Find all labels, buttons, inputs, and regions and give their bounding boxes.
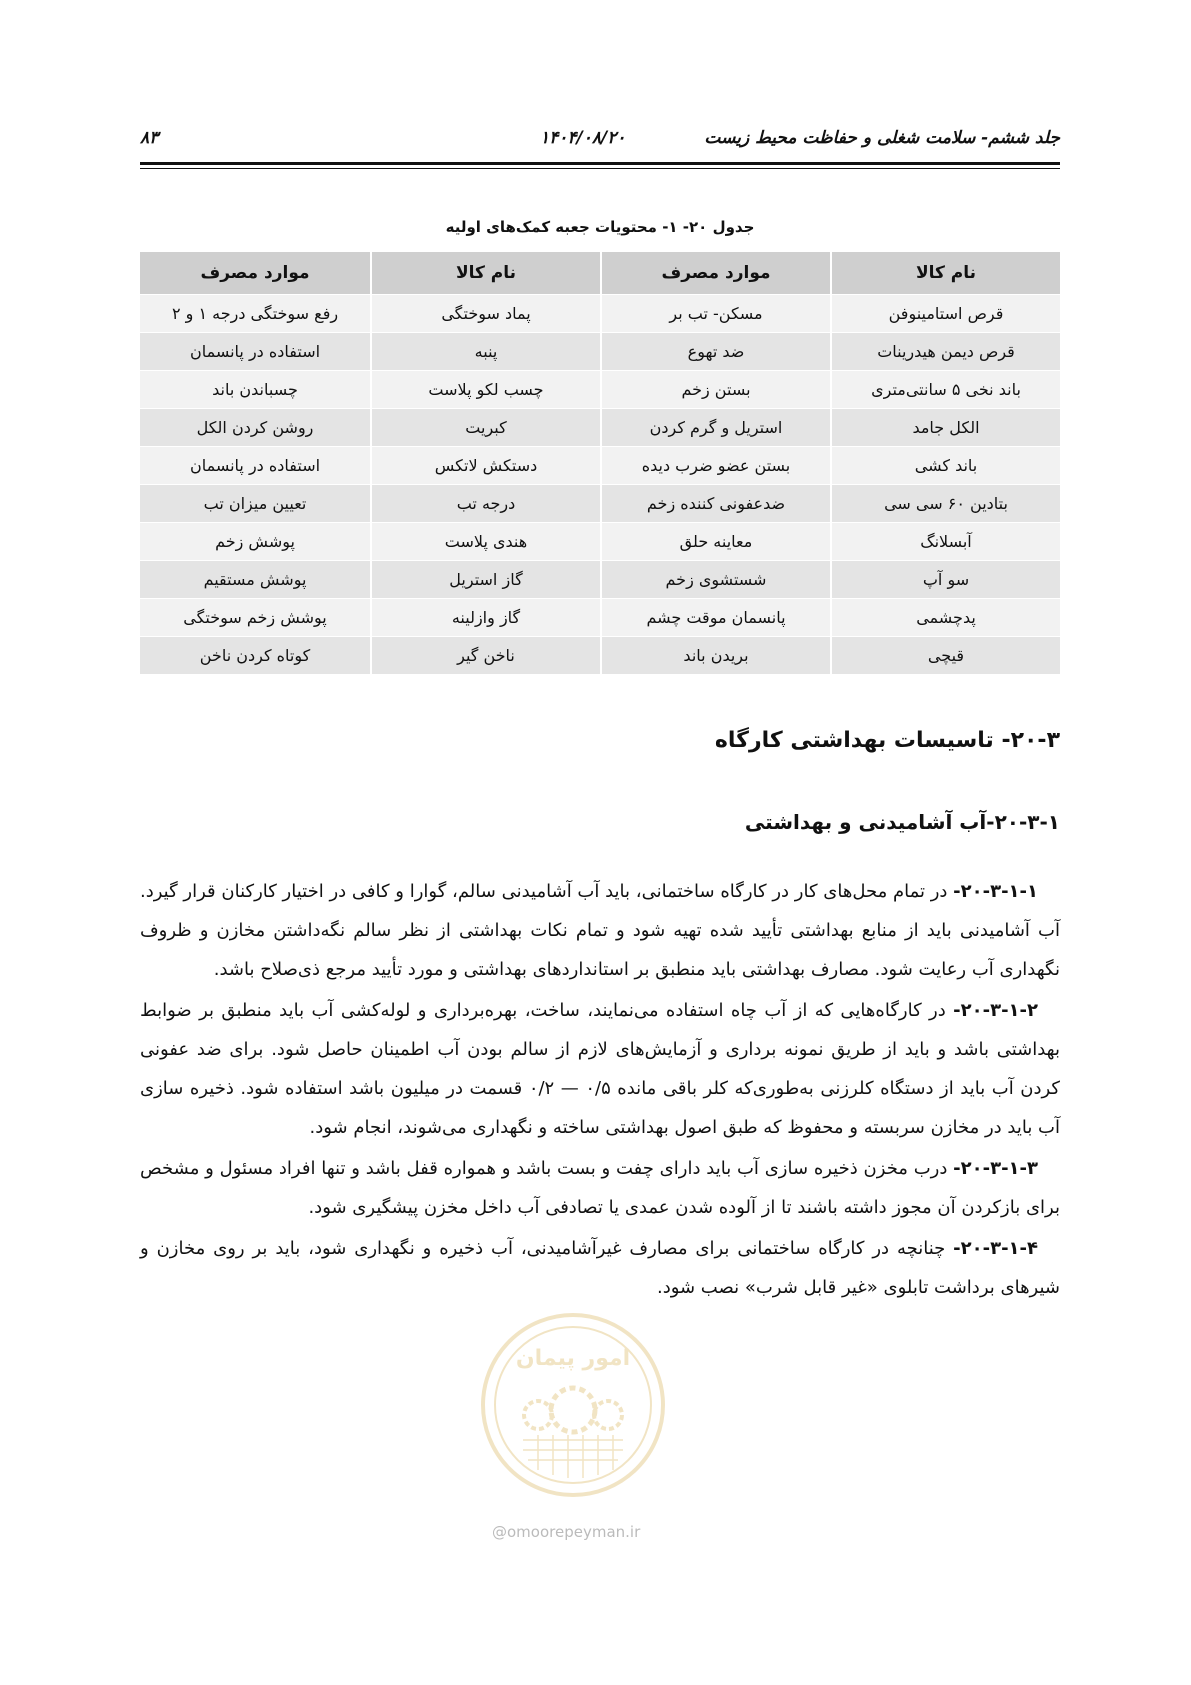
item-name-cell: ناخن گیر [370,636,600,674]
paragraph-text: درب مخزن ذخیره سازی آب باید دارای چفت و بست باشد و همواره قفل باشد و تنها افراد مسئول و مشخص برای بازکردن آن مجوز داشته باشند تا از آلوده شدن عمدی یا تصادفی آب داخل مخزن پیشگیری شود. [140,1158,1060,1218]
usage-cell: پانسمان موقت چشم [600,598,830,636]
header-title: جلد ششم- سلامت شغلی و حفاظت محیط زیست [704,128,1060,148]
header-rule-thin [140,168,1060,169]
paragraph [140,872,1060,989]
paragraph-text: چنانچه در کارگاه ساختمانی برای مصارف غیرآشامیدنی، آب ذخیره و نگهداری شود، باید بر روی مخازن و شیرهای برداشت تابلوی «غیر قابل شرب» نصب شود. [140,1238,1060,1298]
paragraph-number: ۲۰-۳-۱-۱- [953,881,1038,902]
usage-cell: بریدن باند [600,636,830,674]
item-name-cell: پماد سوختگی [370,294,600,332]
item-name-cell: پدچشمی [830,598,1060,636]
usage-cell: کوتاه کردن ناخن [140,636,370,674]
paragraph-number: ۲۰-۳-۱-۴- [953,1238,1038,1259]
column-header: نام کالا [370,252,600,294]
usage-cell: معاینه حلق [600,522,830,560]
table-row [140,484,1060,522]
item-name-cell: گاز وازلینه [370,598,600,636]
table-row [140,522,1060,560]
item-name-cell: گاز استریل [370,560,600,598]
usage-cell: پوشش زخم سوختگی [140,598,370,636]
item-name-cell: بتادین ۶۰ سی سی [830,484,1060,522]
table-row [140,294,1060,332]
paragraph [140,1149,1060,1227]
page-header [140,128,1060,158]
item-name-cell: هندی پلاست [370,522,600,560]
table-row [140,332,1060,370]
paragraph-number: ۲۰-۳-۱-۲- [953,1000,1038,1021]
page-number: ۸۳ [140,128,159,148]
watermark-url: @omoorepeyman.ir [492,1523,641,1541]
item-name-cell: الکل جامد [830,408,1060,446]
table-row [140,560,1060,598]
item-name-cell: کبریت [370,408,600,446]
item-name-cell: باند کشی [830,446,1060,484]
item-name-cell: قرص استامینوفن [830,294,1060,332]
paragraph [140,1229,1060,1307]
usage-cell: رفع سوختگی درجه ۱ و ۲ [140,294,370,332]
column-header: نام کالا [830,252,1060,294]
table-row [140,598,1060,636]
usage-cell: استفاده در پانسمان [140,446,370,484]
item-name-cell: آبسلانگ [830,522,1060,560]
watermark-seal-text: امور پیمان [515,1346,631,1371]
item-name-cell: باند نخی ۵ سانتی‌متری [830,370,1060,408]
paragraph-text: در تمام محل‌های کار در کارگاه ساختمانی، باید آب آشامیدنی سالم، گوارا و کافی در اختیار کارکنان قرار گیرد. آب آشامیدنی باید از منابع بهداشتی تأیید شده تهیه شود و تمام نکات بهداشتی از نظر سالم نگه‌داشتن مخازن و ظروف نگهداری آب رعایت شود. مصارف بهداشتی باید منطبق بر استانداردهای بهداشتی و مورد تأیید مرجع ذی‌صلاح باشد. [140,881,1060,980]
paragraph [140,991,1060,1147]
usage-cell: روشن کردن الکل [140,408,370,446]
usage-cell: ضد تهوع [600,332,830,370]
header-rule [140,162,1060,165]
usage-cell: مسکن- تب بر [600,294,830,332]
usage-cell: بستن زخم [600,370,830,408]
column-header: موارد مصرف [140,252,370,294]
item-name-cell: درجه تب [370,484,600,522]
table-row [140,636,1060,674]
usage-cell: استفاده در پانسمان [140,332,370,370]
table-header-row [140,252,1060,294]
table-row [140,370,1060,408]
item-name-cell: دستکش لاتکس [370,446,600,484]
watermark-seal [478,1310,668,1500]
body-text [140,872,1060,1309]
table-caption: جدول ۲۰- ۱- محتویات جعبه کمک‌های اولیه [445,218,755,236]
item-name-cell: سو آپ [830,560,1060,598]
item-name-cell: پنبه [370,332,600,370]
usage-cell: چسباندن باند [140,370,370,408]
paragraph-number: ۲۰-۳-۱-۳- [953,1158,1038,1179]
usage-cell: تعیین میزان تب [140,484,370,522]
header-date: ۱۴۰۴/۰۸/۲۰ [540,128,626,148]
item-name-cell: چسب لکو پلاست [370,370,600,408]
section-subheading: ۲۰-۳-۱-آب آشامیدنی و بهداشتی [744,810,1060,834]
usage-cell: پوشش زخم [140,522,370,560]
table-row [140,408,1060,446]
column-header: موارد مصرف [600,252,830,294]
table-row [140,446,1060,484]
usage-cell: استریل و گرم کردن [600,408,830,446]
first-aid-table [140,252,1060,674]
section-heading: ۲۰-۳- تاسیسات بهداشتی کارگاه [714,728,1060,753]
paragraph-text: در کارگاه‌هایی که از آب چاه استفاده می‌نمایند، ساخت، بهره‌برداری و لوله‌کشی آب باید منطبق بر ضوابط بهداشتی باشد و باید از طریق نمونه برداری و آزمایش‌های لازم از سالم بودن آب اطمینان حاصل شود. برای ضد عفونی کردن آب باید از دستگاه کلرزنی به‌طوری‌که کلر باقی مانده ۰/۵ — ۰/۲ قسمت در میلیون باشد استفاده شود. ذخیره سازی آب باید در مخازن سربسته و محفوظ که طبق اصول بهداشتی ساخته و نگهداری می‌شوند، انجام شود. [140,1000,1060,1138]
usage-cell: شستشوی زخم [600,560,830,598]
item-name-cell: قیچی [830,636,1060,674]
item-name-cell: قرص دیمن هیدرینات [830,332,1060,370]
usage-cell: پوشش مستقیم [140,560,370,598]
usage-cell: بستن عضو ضرب دیده [600,446,830,484]
usage-cell: ضدعفونی کننده زخم [600,484,830,522]
